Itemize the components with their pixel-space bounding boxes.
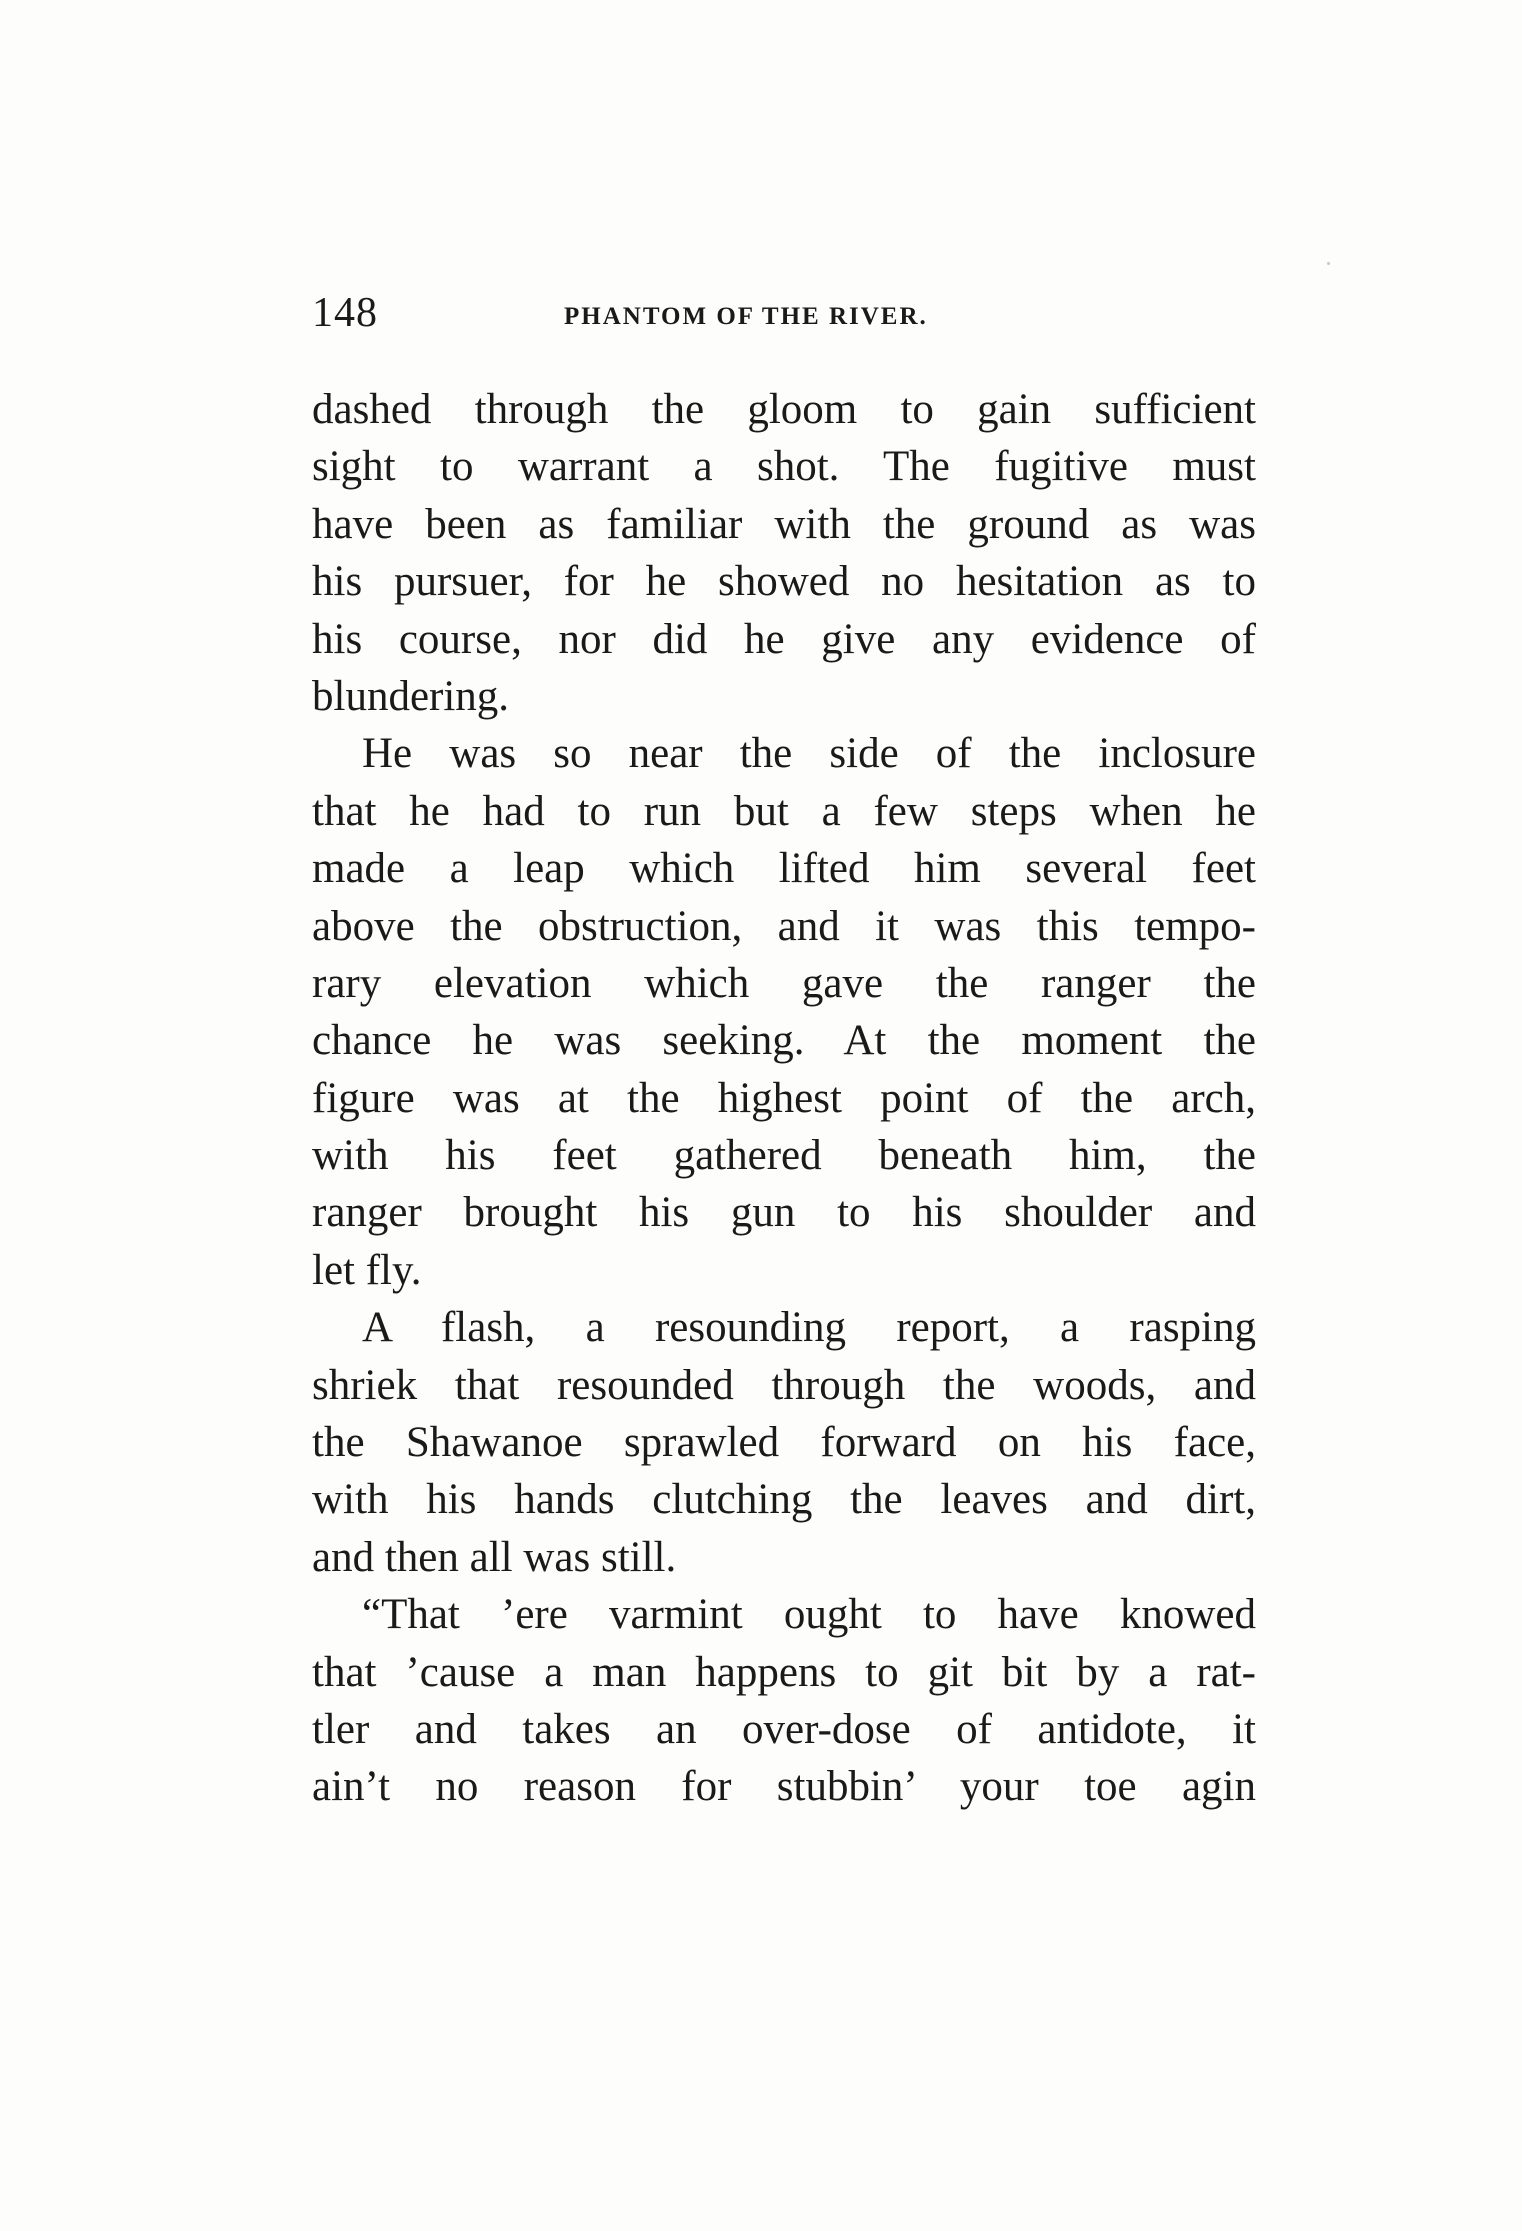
- text-line: with his feet gathered beneath him, the: [312, 1132, 1256, 1180]
- text-line: shriek that resounded through the woods, and: [312, 1361, 1256, 1409]
- text-line: have been as familiar with the ground as was: [312, 500, 1256, 548]
- text-line: with his hands clutching the leaves and dirt,: [312, 1476, 1256, 1524]
- text-line: and then all was still.: [312, 1533, 677, 1581]
- text-line: sight to warrant a shot. The fugitive must: [312, 443, 1256, 491]
- text-line: chance he was seeking. At the moment the: [312, 1017, 1256, 1065]
- text-line: that ’cause a man happens to git bit by a rat-: [312, 1648, 1256, 1696]
- body-text: [312, 381, 1256, 1816]
- text-line: figure was at the highest point of the arch,: [312, 1074, 1256, 1122]
- text-line: blundering.: [312, 672, 510, 720]
- text-line: tler and takes an over-dose of antidote, it: [312, 1705, 1256, 1753]
- text-line: his course, nor did he give any evidence of: [312, 615, 1256, 663]
- text-line: above the obstruction, and it was this tempo-: [312, 902, 1256, 950]
- text-line: the Shawanoe sprawled forward on his face,: [312, 1419, 1256, 1467]
- text-line: dashed through the gloom to gain sufficient: [312, 386, 1256, 433]
- text-line: ain’t no reason for stubbin’ your toe agin: [312, 1763, 1256, 1811]
- text-line: “That ’ere varmint ought to have knowed: [362, 1591, 1256, 1639]
- text-line: let fly.: [312, 1246, 422, 1294]
- text-line: He was so near the side of the inclosure: [362, 730, 1256, 778]
- running-head: [312, 283, 1256, 343]
- text-line: ranger brought his gun to his shoulder and: [312, 1189, 1256, 1237]
- paper-speck: [1327, 262, 1330, 265]
- text-line: rary elevation which gave the ranger the: [312, 959, 1256, 1007]
- page-number: 148: [312, 290, 378, 336]
- text-line: that he had to run but a few steps when he: [312, 787, 1256, 835]
- running-title: PHANTOM OF THE RIVER.: [564, 303, 928, 330]
- text-line: made a leap which lifted him several feet: [312, 845, 1256, 893]
- text-line: A flash, a resounding report, a rasping: [362, 1304, 1256, 1352]
- text-line: his pursuer, for he showed no hesitation as to: [312, 558, 1256, 606]
